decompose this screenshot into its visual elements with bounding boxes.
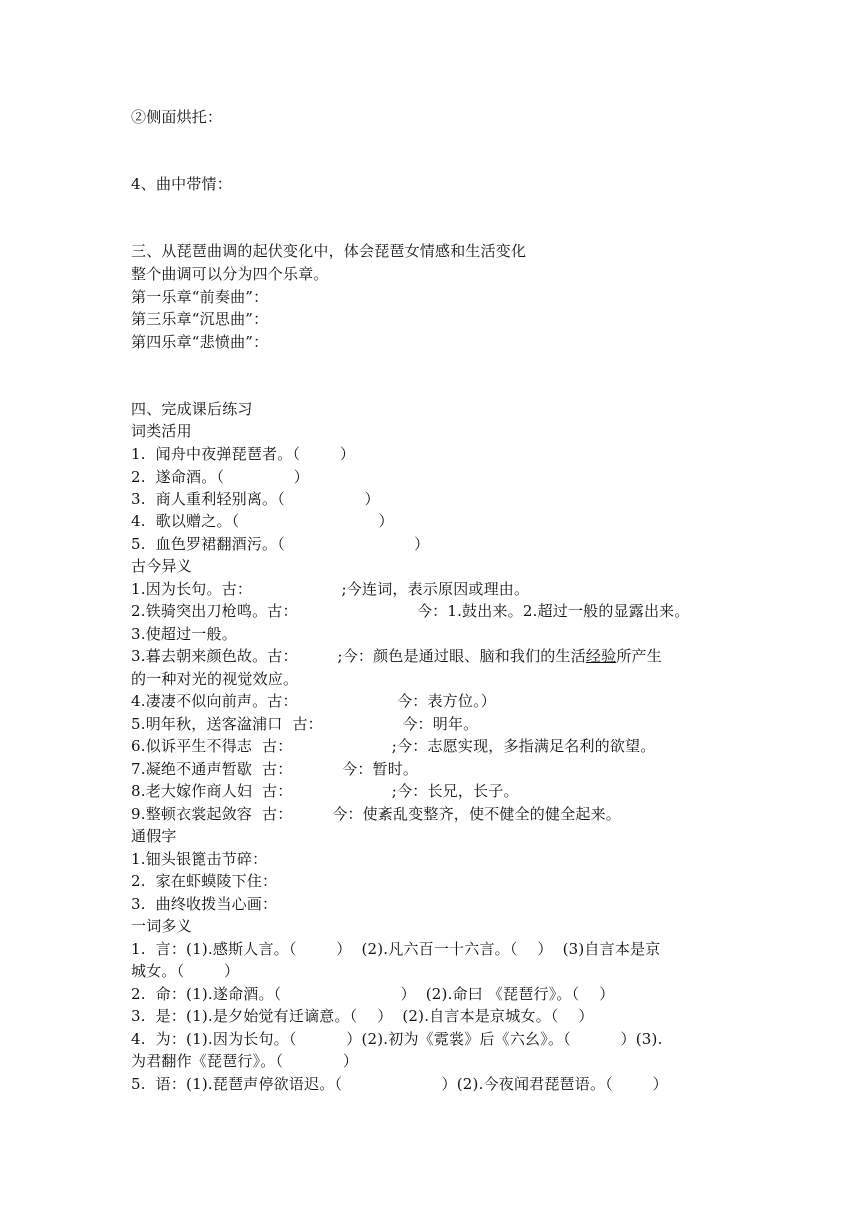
list-item: 7.凝绝不通声暂歇 古： 今：暂时。 xyxy=(131,760,419,778)
list-item: 2. 家在虾蟆陵下住： xyxy=(131,872,278,890)
ancient-modern-heading: 古今异义 xyxy=(131,557,192,575)
list-item: 3. 是：(1).是夕始觉有迁谪意。（ ） (2).自言本是京城女。（ ） xyxy=(131,1007,594,1025)
list-item: 5. 语：(1).琵琶声停欲语迟。（ ）(2).今夜闻君琵琶语。（ ） xyxy=(131,1075,668,1093)
list-item-continuation: 城女。（ ） xyxy=(131,962,240,980)
movement-four: 第四乐章“悲愤曲”： xyxy=(131,333,269,351)
list-item: 5. 血色罗裙翻酒污。（ ） xyxy=(131,535,430,553)
list-item: 1.钿头银篦击节碎： xyxy=(131,850,268,868)
four-movements-intro: 整个曲调可以分为四个乐章。 xyxy=(131,265,329,283)
loan-characters-heading: 通假字 xyxy=(131,827,177,845)
list-item: 1. 闻舟中夜弹琵琶者。（ ） xyxy=(131,445,356,463)
emotion-in-music-heading: 4、曲中带情： xyxy=(131,175,232,193)
list-item: 1. 言：(1).感斯人言。（ ） (2).凡六百一十六言。（ ） (3)自言本是京 xyxy=(131,940,661,958)
movement-three: 第三乐章“沉思曲”： xyxy=(131,310,269,328)
list-item: 5.明年秋，送客湓浦口 古： 今：明年。 xyxy=(131,715,479,733)
list-item: 2.铁骑突出刀枪鸣。古： 今：1.鼓出来。2.超过一般的显露出来。 xyxy=(131,602,690,620)
list-item-text: 3.暮去朝来颜色故。古： ;今：颜色是通过眼、脑和我们的生活 xyxy=(131,647,586,665)
movement-one: 第一乐章“前奏曲”： xyxy=(131,288,269,306)
list-item-text: 所产生 xyxy=(616,647,662,665)
list-item: 4. 歌以赠之。（ ） xyxy=(131,512,394,530)
list-item: 4. 为：(1).因为长句。（ ）(2).初为《霓裳》后《六幺》。（ ）(3). xyxy=(131,1030,663,1048)
list-item: 6.似诉平生不得志 古： ;今：志愿实现，多指满足名利的欲望。 xyxy=(131,737,656,755)
section-four-heading: 四、完成课后练习 xyxy=(131,400,253,418)
list-item-continuation: 的一种对光的视觉效应。 xyxy=(131,670,299,688)
part-of-speech-heading: 词类活用 xyxy=(131,422,192,440)
list-item: 2. 命：(1).遂命酒。（ ） (2).命曰 《琵琶行》。（ ） xyxy=(131,985,615,1003)
list-item: 3. 曲终收拨当心画： xyxy=(131,895,278,913)
list-item: 9.整顿衣裳起敛容 古： 今：使紊乱变整齐，使不健全的健全起来。 xyxy=(131,805,621,823)
list-item: 1.因为长句。古： ;今连词，表示原因或理由。 xyxy=(131,580,530,598)
underlined-word: 经验 xyxy=(585,647,617,665)
list-item: 3. 商人重利轻别离。（ ） xyxy=(131,490,380,508)
section-three-heading: 三、从琵琶曲调的起伏变化中，体会琵琶女情感和生活变化 xyxy=(131,242,527,260)
side-contrast-heading: ②侧面烘托： xyxy=(131,108,223,126)
list-item-continuation: 为君翻作《琵琶行》。（ ） xyxy=(131,1052,359,1070)
list-item: 2. 遂命酒。（ ） xyxy=(131,468,309,486)
list-item xyxy=(131,646,662,666)
list-item: 4.凄凄不似向前声。古： 今：表方位。） xyxy=(131,692,496,710)
list-item: 3.使超过一般。 xyxy=(131,625,237,643)
list-item: 8.老大嫁作商人妇 古： ;今：长兄，长子。 xyxy=(131,782,519,800)
polysemy-heading: 一词多义 xyxy=(131,917,192,935)
